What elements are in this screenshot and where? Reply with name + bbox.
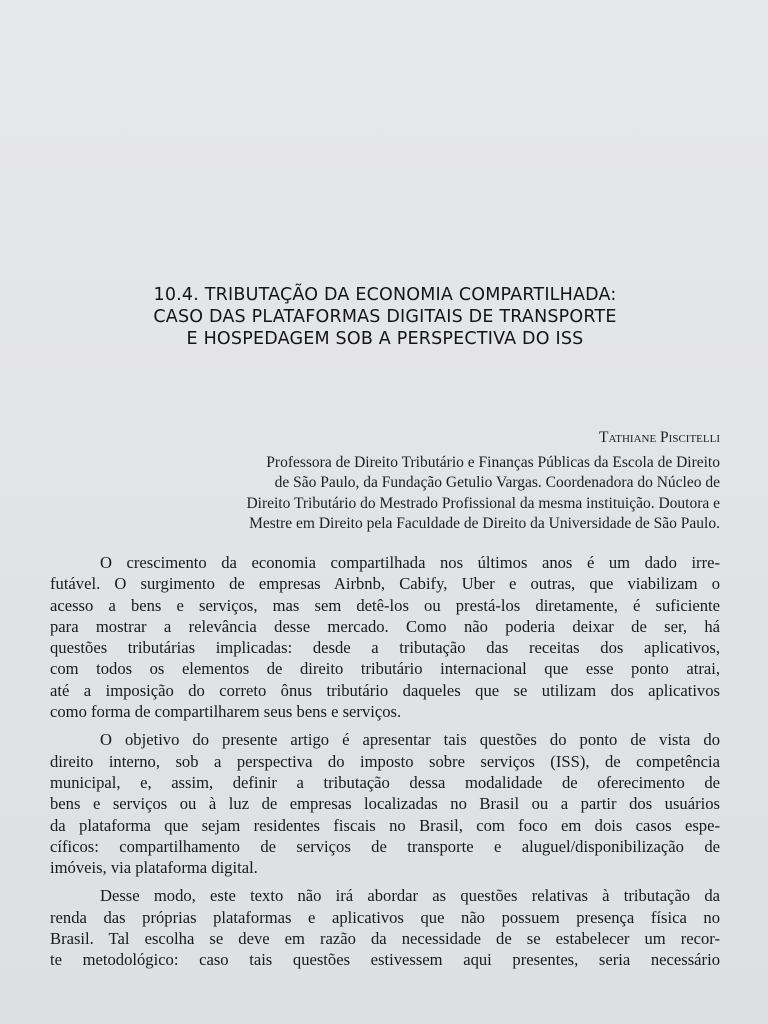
text-line: da plataforma que sejam residentes fiscais no Brasil, com foco em dois casos espe-: [50, 815, 720, 835]
author-bio-line: Direito Tributário do Mestrado Profissional da mesma instituição. Doutora e: [246, 494, 720, 512]
paragraph: [50, 552, 720, 722]
text-line: municipal, e, assim, definir a tributação dessa modalidade de oferecimento de: [50, 772, 720, 792]
text-line: futável. O surgimento de empresas Airbnb, Cabify, Uber e outras, que viabilizam o: [50, 574, 720, 594]
author-bio-line: Mestre em Direito pela Faculdade de Direito da Universidade de São Paulo.: [249, 515, 720, 532]
text-line: cíficos: compartilhamento de serviços de transporte e aluguel/disponibilização de: [50, 836, 720, 856]
author-name: Tathiane Piscitelli: [599, 429, 720, 446]
paragraph: [50, 885, 720, 970]
text-line: Brasil. Tal escolha se deve em razão da necessidade de se estabelecer um recor-: [50, 929, 720, 949]
chapter-title-line: CASO DAS PLATAFORMAS DIGITAIS DE TRANSPORTE: [153, 307, 617, 327]
text-line: renda das próprias plataformas e aplicativos que não possuem presença física no: [50, 907, 720, 927]
text-line: O crescimento da economia compartilhada nos últimos anos é um dado irre-: [100, 553, 720, 572]
text-line: direito interno, sob a perspectiva do imposto sobre serviços (ISS), de competência: [50, 751, 720, 771]
paragraph: [50, 729, 720, 878]
text-line: questões tributárias implicadas: desde a tributação das receitas dos aplicativos,: [50, 638, 720, 658]
author-bio-line: de São Paulo, da Fundação Getulio Vargas. Coordenadora do Núcleo de: [274, 474, 720, 491]
author-bio: [140, 453, 720, 535]
text-line: imóveis, via plataforma digital.: [50, 858, 258, 878]
chapter-title-line: E HOSPEDAGEM SOB A PERSPECTIVA DO ISS: [186, 329, 584, 349]
chapter-title: [80, 284, 690, 350]
text-line: te metodológico: caso tais questões estivessem aqui presentes, seria necessário: [50, 950, 720, 970]
author-bio-line: Professora de Direito Tributário e Finanças Públicas da Escola de Direito: [266, 453, 720, 471]
text-line: acesso a bens e serviços, mas sem detê-los ou prestá-los diretamente, é suficiente: [50, 595, 720, 615]
text-line: como forma de compartilharem seus bens e serviços.: [50, 702, 402, 722]
text-line: até a imposição do correto ônus tributário daqueles que se utilizam dos aplicativos: [50, 680, 720, 700]
text-line: para mostrar a relevância desse mercado. Como não poderia deixar de ser, há: [50, 616, 720, 636]
text-line: O objetivo do presente artigo é apresentar tais questões do ponto de vista do: [100, 730, 720, 750]
body-text: [50, 552, 720, 978]
author-block: [140, 428, 720, 535]
text-line: bens e serviços ou à luz de empresas localizadas no Brasil ou a partir dos usuários: [50, 794, 720, 814]
text-line: Desse modo, este texto não irá abordar as questões relativas à tributação da: [100, 886, 720, 906]
text-line: com todos os elementos de direito tributário internacional que esse ponto atrai,: [50, 659, 720, 679]
chapter-title-line: 10.4. TRIBUTAÇÃO DA ECONOMIA COMPARTILHADA:: [153, 285, 617, 305]
